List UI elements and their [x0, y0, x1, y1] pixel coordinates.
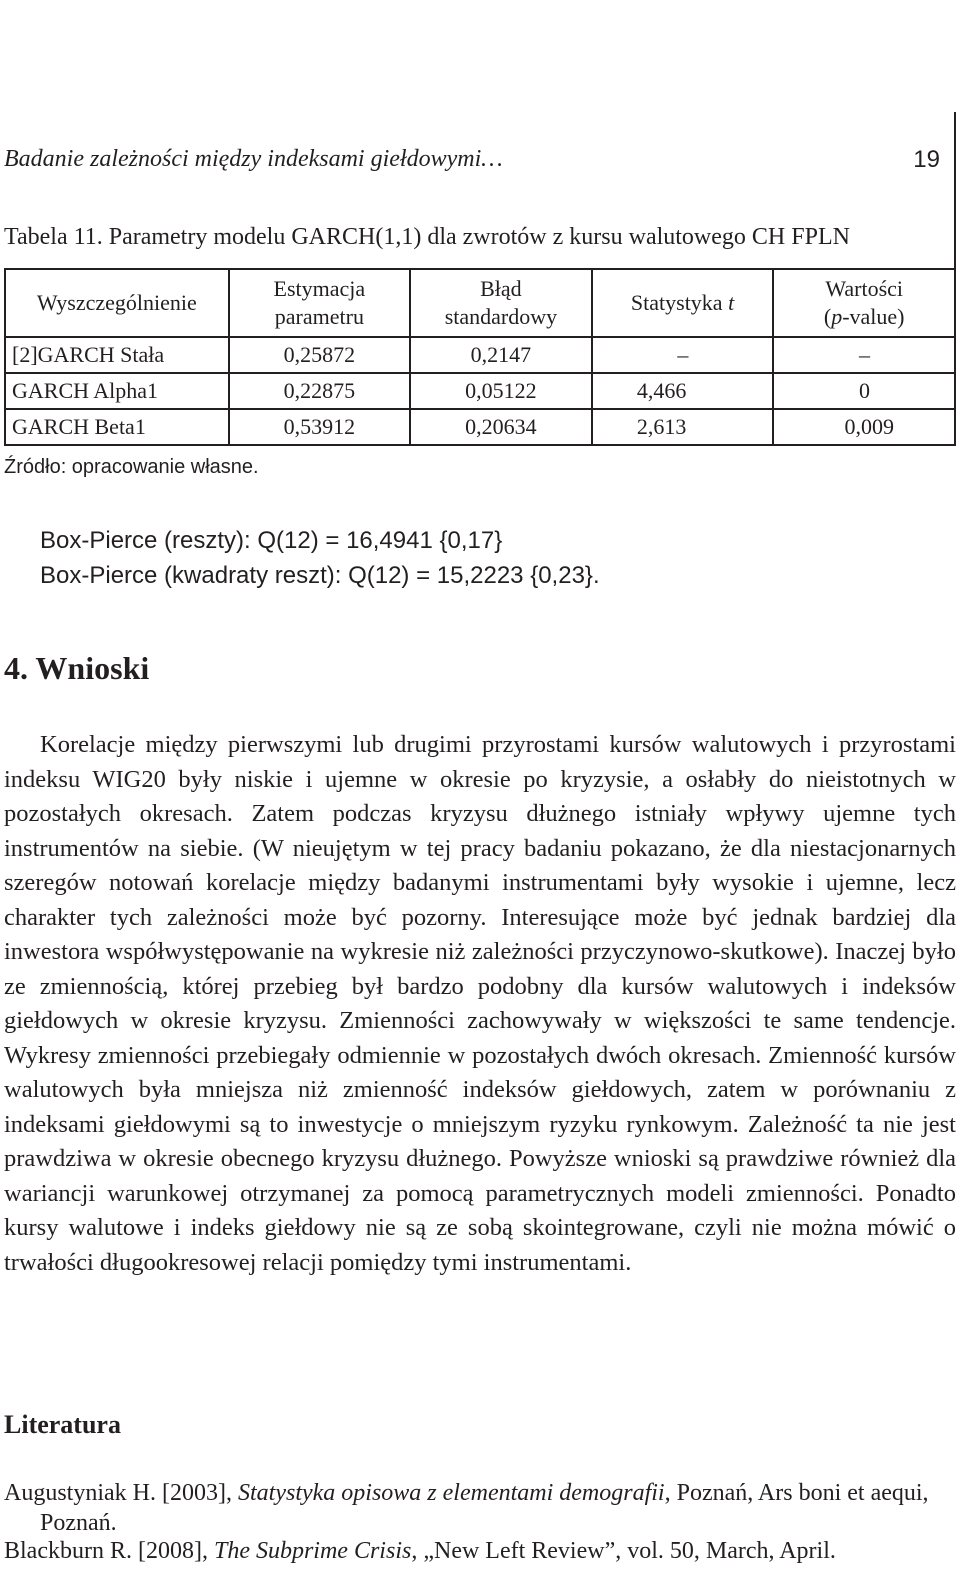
reference-title: Statystyka opisowa z elementami demografii	[237, 1480, 665, 1506]
table-row	[5, 409, 955, 445]
running-header	[4, 146, 940, 182]
row-estimate: 0,53912	[229, 409, 410, 445]
header-wartosci	[773, 269, 955, 337]
row-estimate: 0,25872	[229, 337, 410, 373]
row-stderr: 0,20634	[410, 409, 592, 445]
row-pvalue: 0,009	[773, 409, 955, 445]
header-blad	[410, 269, 592, 337]
row-tstat: 2,613	[592, 409, 774, 445]
header-statystyka-t: t	[728, 290, 735, 315]
header-wartosci-line2-post: -value)	[842, 304, 905, 329]
header-blad-line1: Błąd	[480, 276, 522, 301]
row-stderr: 0,05122	[410, 373, 592, 409]
table-caption: Tabela 11. Parametry modelu GARCH(1,1) dla zwrotów z kursu walutowego CH FPLN	[4, 224, 850, 250]
header-wartosci-line2-pre: (	[823, 304, 832, 329]
reference-author: Blackburn R. [2008],	[4, 1538, 214, 1564]
table-row	[5, 337, 955, 373]
row-tstat: 4,466	[592, 373, 774, 409]
header-statystyka-text: Statystyka	[630, 290, 729, 315]
conclusions-paragraph: Korelacje między pierwszymi lub drugimi przyrostami kursów walutowych i przyrostami indeksu WIG20 były niskie i ujemne w okresie po kryzysie, a osłabły do nieistotnych w pozostałych okresach. Zatem podczas kryzysu dłużnego istniały wpływy ujemne tych instrumentów na siebie. (W nieujętym w tej pracy badaniu pokazano, że dla niestacjonarnych szeregów notowań korelacje między badanymi instrumentami były wysokie i ujemne, lecz charakter tych zależności może być pozorny. Interesujące może być jednak bardziej dla inwestora współwystępowanie na wykresie niż zależności przyczynowo-skutkowe). Inaczej było ze zmiennością, której przebieg był bardzo podobny dla kursów walutowych i indeksów giełdowych w okresie kryzysu. Zmienności zachowywały w większości te same tendencje. Wykresy zmienności przebiegały odmiennie w pozostałych dwóch okresach. Zmienność kursów walutowych była mniejsza niż zmienność indeksów giełdowych, zatem w porównaniu z indeksami giełdowymi są to inwestycje o mniejszym ryzyku rynkowym. Zależność ta nie jest prawdziwa w okresie obecnego kryzysu dłużnego. Powyższe wnioski są prawdziwe również dla wariancji warunkowej otrzymanej za pomocą parametrycznych modeli zmienności. Ponadto kursy walutowe i indeks giełdowy nie są ze sobą skointegrowane, czyli nie można mówić o trwałości długookresowej relacji pomiędzy tymi instrumentami.	[4, 731, 956, 1276]
garch-parameters-table	[4, 268, 956, 446]
reference-item	[4, 1536, 956, 1566]
row-name: GARCH Beta1	[5, 409, 229, 445]
reference-details: , Poznań, Ars boni et aequi, Poznań.	[40, 1480, 929, 1536]
row-estimate: 0,22875	[229, 373, 410, 409]
reference-author: Augustyniak H. [2003],	[4, 1480, 238, 1506]
table-source-note: Źródło: opracowanie własne.	[4, 456, 259, 478]
box-pierce-residuals: Box-Pierce (reszty): Q(12) = 16,4941 {0,17}	[40, 527, 503, 554]
reference-details: , „New Left Review”, vol. 50, March, April.	[411, 1538, 836, 1564]
literature-heading: Literatura	[4, 1410, 121, 1439]
reference-item	[4, 1478, 956, 1538]
header-blad-line2: standardowy	[444, 304, 558, 329]
header-wyszczegolnienie: Wyszczególnienie	[5, 269, 229, 337]
row-name: GARCH Alpha1	[5, 373, 229, 409]
header-estymacja-line2: parametru	[274, 304, 364, 329]
box-pierce-squared-residuals: Box-Pierce (kwadraty reszt): Q(12) = 15,2223 {0,23}.	[40, 562, 600, 589]
header-wartosci-line1: Wartości	[825, 276, 904, 301]
row-tstat: –	[592, 337, 774, 373]
page-number: 19	[913, 146, 940, 173]
table-header-row	[5, 269, 955, 337]
row-stderr: 0,2147	[410, 337, 592, 373]
row-pvalue: 0	[773, 373, 955, 409]
row-name: [2]GARCH Stała	[5, 337, 229, 373]
header-estymacja	[229, 269, 410, 337]
header-vertical-rule	[954, 112, 956, 282]
table-row	[5, 373, 955, 409]
section-heading: 4. Wnioski	[4, 650, 150, 686]
header-statystyka	[592, 269, 774, 337]
header-wartosci-p: p	[831, 304, 843, 329]
header-estymacja-line1: Estymacja	[273, 276, 366, 301]
row-pvalue: –	[773, 337, 955, 373]
reference-title: The Subprime Crisis	[213, 1538, 412, 1564]
running-title: Badanie zależności między indeksami giełdowymi…	[4, 146, 503, 172]
